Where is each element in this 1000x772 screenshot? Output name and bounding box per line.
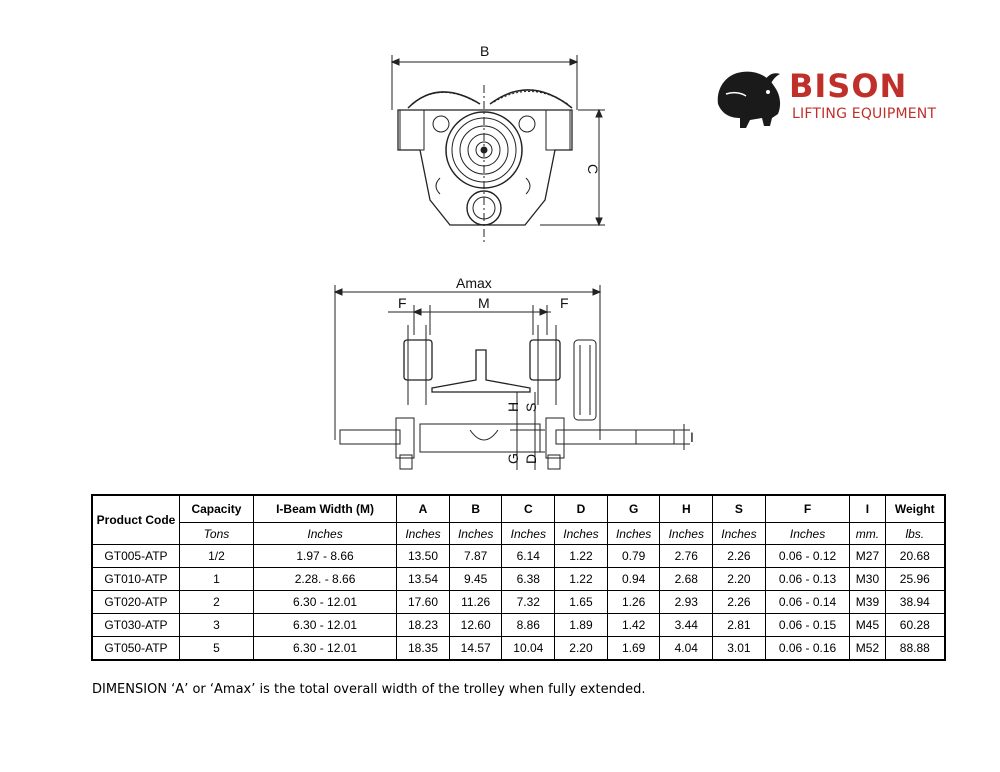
cell-c: 8.86 (502, 614, 555, 637)
dim-label-g: G (505, 453, 521, 464)
table-header-row (92, 495, 945, 523)
unit-i: mm. (850, 523, 885, 545)
cell-c: 6.14 (502, 545, 555, 568)
cell-a: 18.23 (397, 614, 450, 637)
cell-d: 1.65 (555, 591, 608, 614)
cell-s: 2.26 (713, 545, 766, 568)
cell-weight: 25.96 (885, 568, 945, 591)
table-row (92, 614, 945, 637)
cell-g: 0.79 (607, 545, 660, 568)
cell-s: 2.81 (713, 614, 766, 637)
cell-i: M30 (850, 568, 885, 591)
logo-brand-name: BISON (789, 67, 908, 105)
cell-c: 10.04 (502, 637, 555, 661)
cell-product-code: GT010-ATP (92, 568, 180, 591)
unit-capacity: Tons (180, 523, 254, 545)
dim-label-i: I (690, 429, 694, 445)
cell-capacity: 5 (180, 637, 254, 661)
table-row (92, 637, 945, 661)
cell-b: 9.45 (449, 568, 502, 591)
dim-label-m: M (478, 295, 490, 311)
header-f: F (765, 495, 850, 523)
header-d: D (555, 495, 608, 523)
cell-b: 7.87 (449, 545, 502, 568)
unit-s: Inches (713, 523, 766, 545)
table-row (92, 545, 945, 568)
cell-i: M39 (850, 591, 885, 614)
cell-h: 2.76 (660, 545, 713, 568)
cell-b: 12.60 (449, 614, 502, 637)
cell-ibeam-width: 2.28. - 8.66 (253, 568, 396, 591)
cell-i: M52 (850, 637, 885, 661)
cell-capacity: 1 (180, 568, 254, 591)
cell-c: 7.32 (502, 591, 555, 614)
header-s: S (713, 495, 766, 523)
dim-label-f-right: F (560, 295, 569, 311)
dim-label-h: H (505, 401, 521, 412)
header-weight: Weight (885, 495, 945, 523)
dim-label-amax: Amax (456, 275, 492, 291)
cell-ibeam-width: 6.30 - 12.01 (253, 637, 396, 661)
cell-ibeam-width: 6.30 - 12.01 (253, 591, 396, 614)
cell-weight: 20.68 (885, 545, 945, 568)
front-view (392, 55, 605, 245)
cell-ibeam-width: 1.97 - 8.66 (253, 545, 396, 568)
cell-f: 0.06 - 0.14 (765, 591, 850, 614)
cell-b: 14.57 (449, 637, 502, 661)
header-h: H (660, 495, 713, 523)
unit-f: Inches (765, 523, 850, 545)
header-g: G (607, 495, 660, 523)
header-capacity: Capacity (180, 495, 254, 523)
header-i: I (850, 495, 885, 523)
table-unit-row (92, 523, 945, 545)
unit-ibeam-width: Inches (253, 523, 396, 545)
cell-f: 0.06 - 0.15 (765, 614, 850, 637)
dim-label-f-left: F (398, 295, 407, 311)
cell-product-code: GT020-ATP (92, 591, 180, 614)
bison-logo (712, 64, 942, 130)
cell-b: 11.26 (449, 591, 502, 614)
header-product-code: Product Code (92, 495, 180, 545)
unit-b: Inches (449, 523, 502, 545)
table-row (92, 591, 945, 614)
dimension-note: DIMENSION ‘A’ or ‘Amax’ is the total overall width of the trolley when fully extended. (92, 682, 646, 697)
cell-product-code: GT030-ATP (92, 614, 180, 637)
cell-s: 2.20 (713, 568, 766, 591)
dim-label-d: D (523, 453, 539, 464)
unit-d: Inches (555, 523, 608, 545)
unit-weight: lbs. (885, 523, 945, 545)
table-row (92, 568, 945, 591)
cell-g: 1.26 (607, 591, 660, 614)
cell-capacity: 1/2 (180, 545, 254, 568)
cell-product-code: GT050-ATP (92, 637, 180, 661)
header-c: C (502, 495, 555, 523)
specification-table (91, 494, 946, 661)
cell-a: 13.50 (397, 545, 450, 568)
cell-g: 0.94 (607, 568, 660, 591)
cell-d: 1.22 (555, 568, 608, 591)
cell-a: 13.54 (397, 568, 450, 591)
cell-i: M27 (850, 545, 885, 568)
cell-d: 2.20 (555, 637, 608, 661)
cell-ibeam-width: 6.30 - 12.01 (253, 614, 396, 637)
bison-mascot-icon (712, 64, 786, 130)
cell-g: 1.69 (607, 637, 660, 661)
cell-weight: 88.88 (885, 637, 945, 661)
cell-h: 2.93 (660, 591, 713, 614)
cell-f: 0.06 - 0.12 (765, 545, 850, 568)
cell-h: 2.68 (660, 568, 713, 591)
cell-s: 3.01 (713, 637, 766, 661)
header-a: A (397, 495, 450, 523)
cell-c: 6.38 (502, 568, 555, 591)
header-b: B (449, 495, 502, 523)
cell-h: 4.04 (660, 637, 713, 661)
cell-weight: 60.28 (885, 614, 945, 637)
cell-i: M45 (850, 614, 885, 637)
side-view (335, 285, 690, 470)
unit-c: Inches (502, 523, 555, 545)
header-ibeam-width: I-Beam Width (M) (253, 495, 396, 523)
logo-tagline: LIFTING EQUIPMENT (792, 106, 937, 122)
cell-d: 1.89 (555, 614, 608, 637)
cell-capacity: 3 (180, 614, 254, 637)
cell-s: 2.26 (713, 591, 766, 614)
unit-g: Inches (607, 523, 660, 545)
cell-product-code: GT005-ATP (92, 545, 180, 568)
dim-label-c: C (585, 164, 601, 175)
cell-a: 18.35 (397, 637, 450, 661)
unit-h: Inches (660, 523, 713, 545)
cell-weight: 38.94 (885, 591, 945, 614)
cell-f: 0.06 - 0.16 (765, 637, 850, 661)
cell-capacity: 2 (180, 591, 254, 614)
dim-label-b: B (480, 43, 490, 59)
cell-d: 1.22 (555, 545, 608, 568)
cell-g: 1.42 (607, 614, 660, 637)
cell-a: 17.60 (397, 591, 450, 614)
unit-a: Inches (397, 523, 450, 545)
dim-label-s: S (523, 402, 539, 412)
cell-f: 0.06 - 0.13 (765, 568, 850, 591)
cell-h: 3.44 (660, 614, 713, 637)
